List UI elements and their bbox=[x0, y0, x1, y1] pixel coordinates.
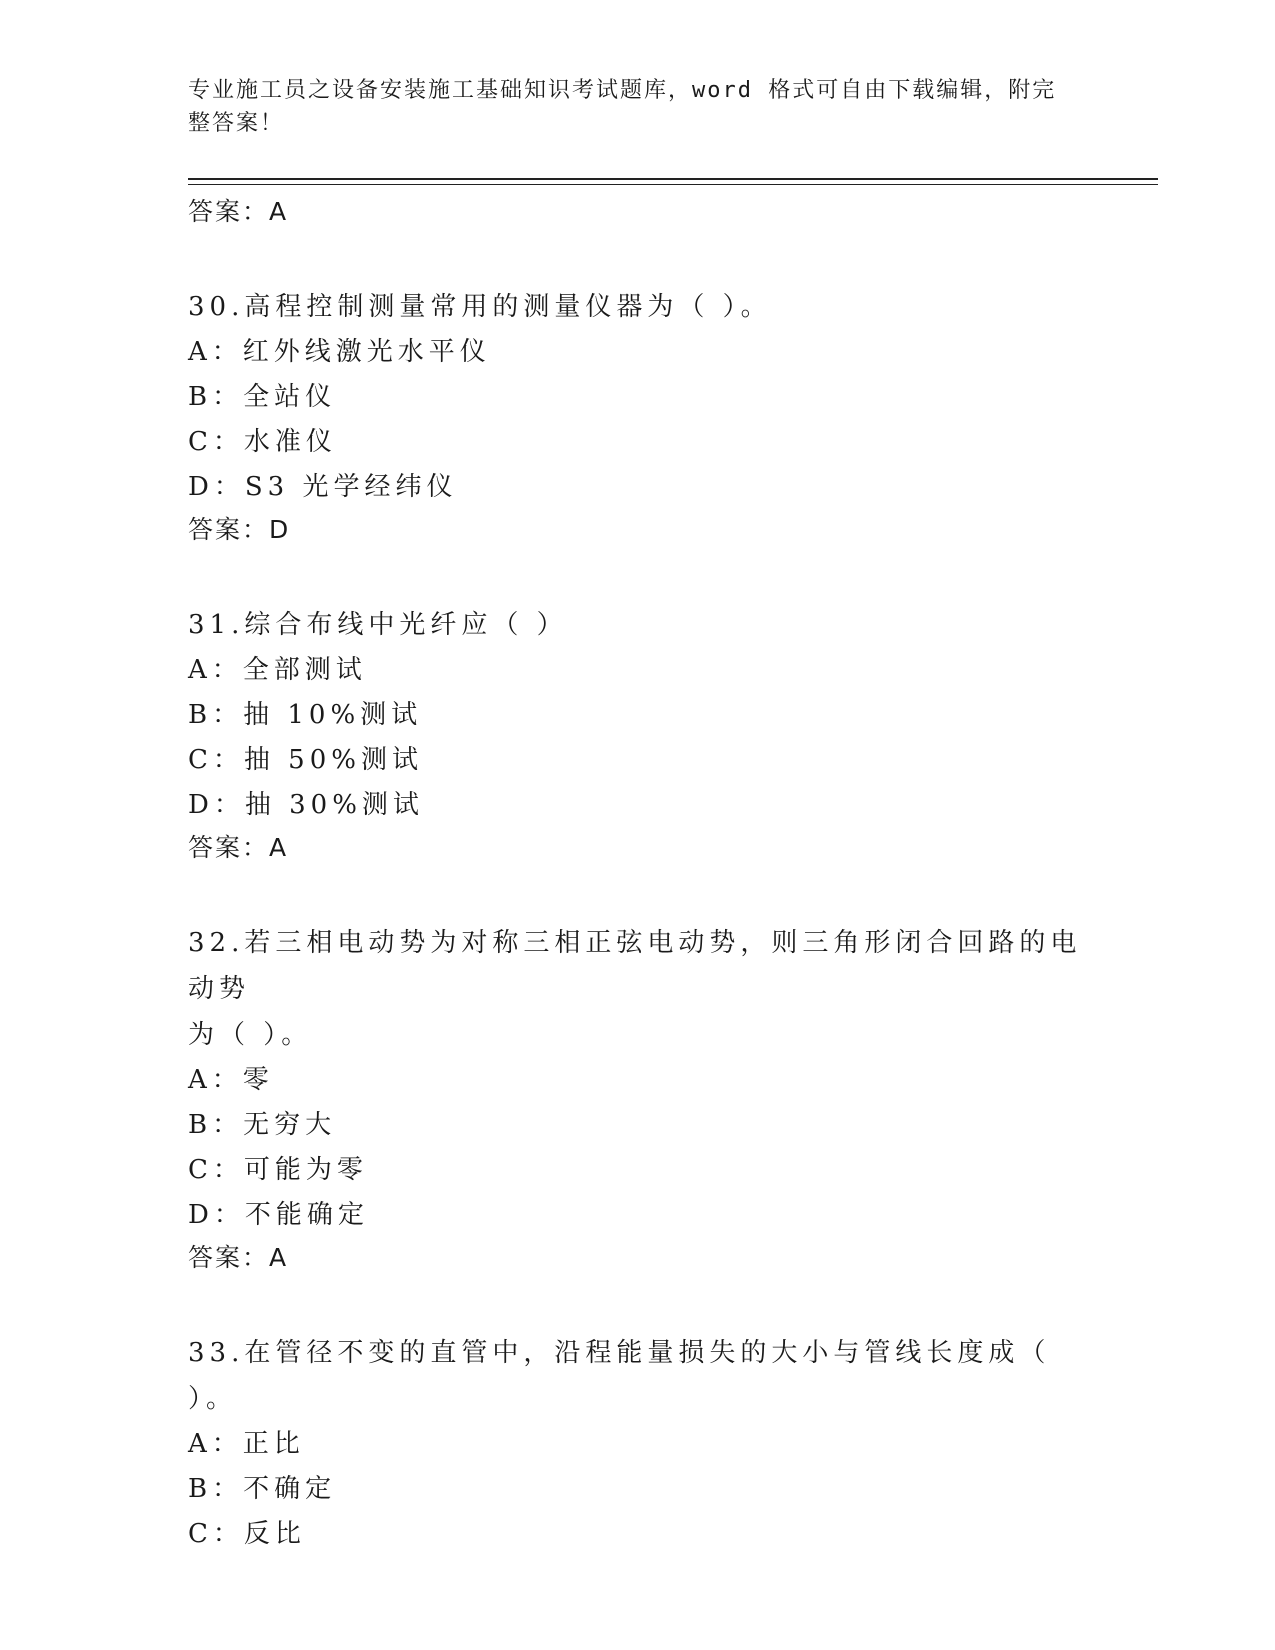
option-a: A：正比 bbox=[188, 1429, 305, 1459]
question-stem: 30.高程控制测量常用的测量仪器为（ ）。 bbox=[188, 292, 772, 322]
option-c: C：水准仪 bbox=[188, 427, 337, 457]
answer-line: 答案：A bbox=[188, 833, 289, 862]
option-c: C：抽 50%测试 bbox=[188, 745, 423, 775]
answer-line: 答案：A bbox=[188, 197, 289, 226]
option-c: C：反比 bbox=[188, 1519, 306, 1549]
option-b: B：全站仪 bbox=[188, 382, 337, 412]
question-33 bbox=[188, 1330, 1088, 1557]
question-32 bbox=[188, 920, 1088, 1278]
option-b: B：不确定 bbox=[188, 1474, 337, 1504]
question-stem: 31.综合布线中光纤应（ ） bbox=[188, 610, 568, 640]
option-d: D：不能确定 bbox=[188, 1200, 369, 1230]
question-stem-line-2: 为（ ）。 bbox=[188, 1020, 313, 1050]
option-c: C：可能为零 bbox=[188, 1155, 368, 1185]
option-a: A：红外线激光水平仪 bbox=[188, 337, 491, 367]
answer-line: 答案：D bbox=[188, 515, 291, 544]
document-header bbox=[188, 74, 1068, 140]
header-divider-thin bbox=[188, 184, 1158, 185]
question-stem-line-1: 32.若三相电动势为对称三相正弦电动势，则三角形闭合回路的电动势 bbox=[188, 928, 1082, 1004]
option-a: A：零 bbox=[188, 1065, 274, 1095]
option-a: A：全部测试 bbox=[188, 655, 367, 685]
answer-line: 答案：A bbox=[188, 1243, 289, 1272]
option-d: D：抽 30%测试 bbox=[188, 790, 424, 820]
option-d: D：S3 光学经纬仪 bbox=[188, 472, 458, 502]
question-list bbox=[188, 192, 1088, 1557]
option-b: B：抽 10%测试 bbox=[188, 700, 423, 730]
option-b: B：无穷大 bbox=[188, 1110, 337, 1140]
header-line-2: 整答案！ bbox=[188, 111, 285, 136]
header-line-1: 专业施工员之设备安装施工基础知识考试题库，word 格式可自由下载编辑，附完 bbox=[188, 78, 1057, 103]
question-stem: 33.在管径不变的直管中，沿程能量损失的大小与管线长度成（ ）。 bbox=[188, 1338, 1051, 1414]
header-divider-thick bbox=[188, 178, 1158, 180]
question-31 bbox=[188, 602, 1088, 868]
question-30 bbox=[188, 284, 1088, 550]
